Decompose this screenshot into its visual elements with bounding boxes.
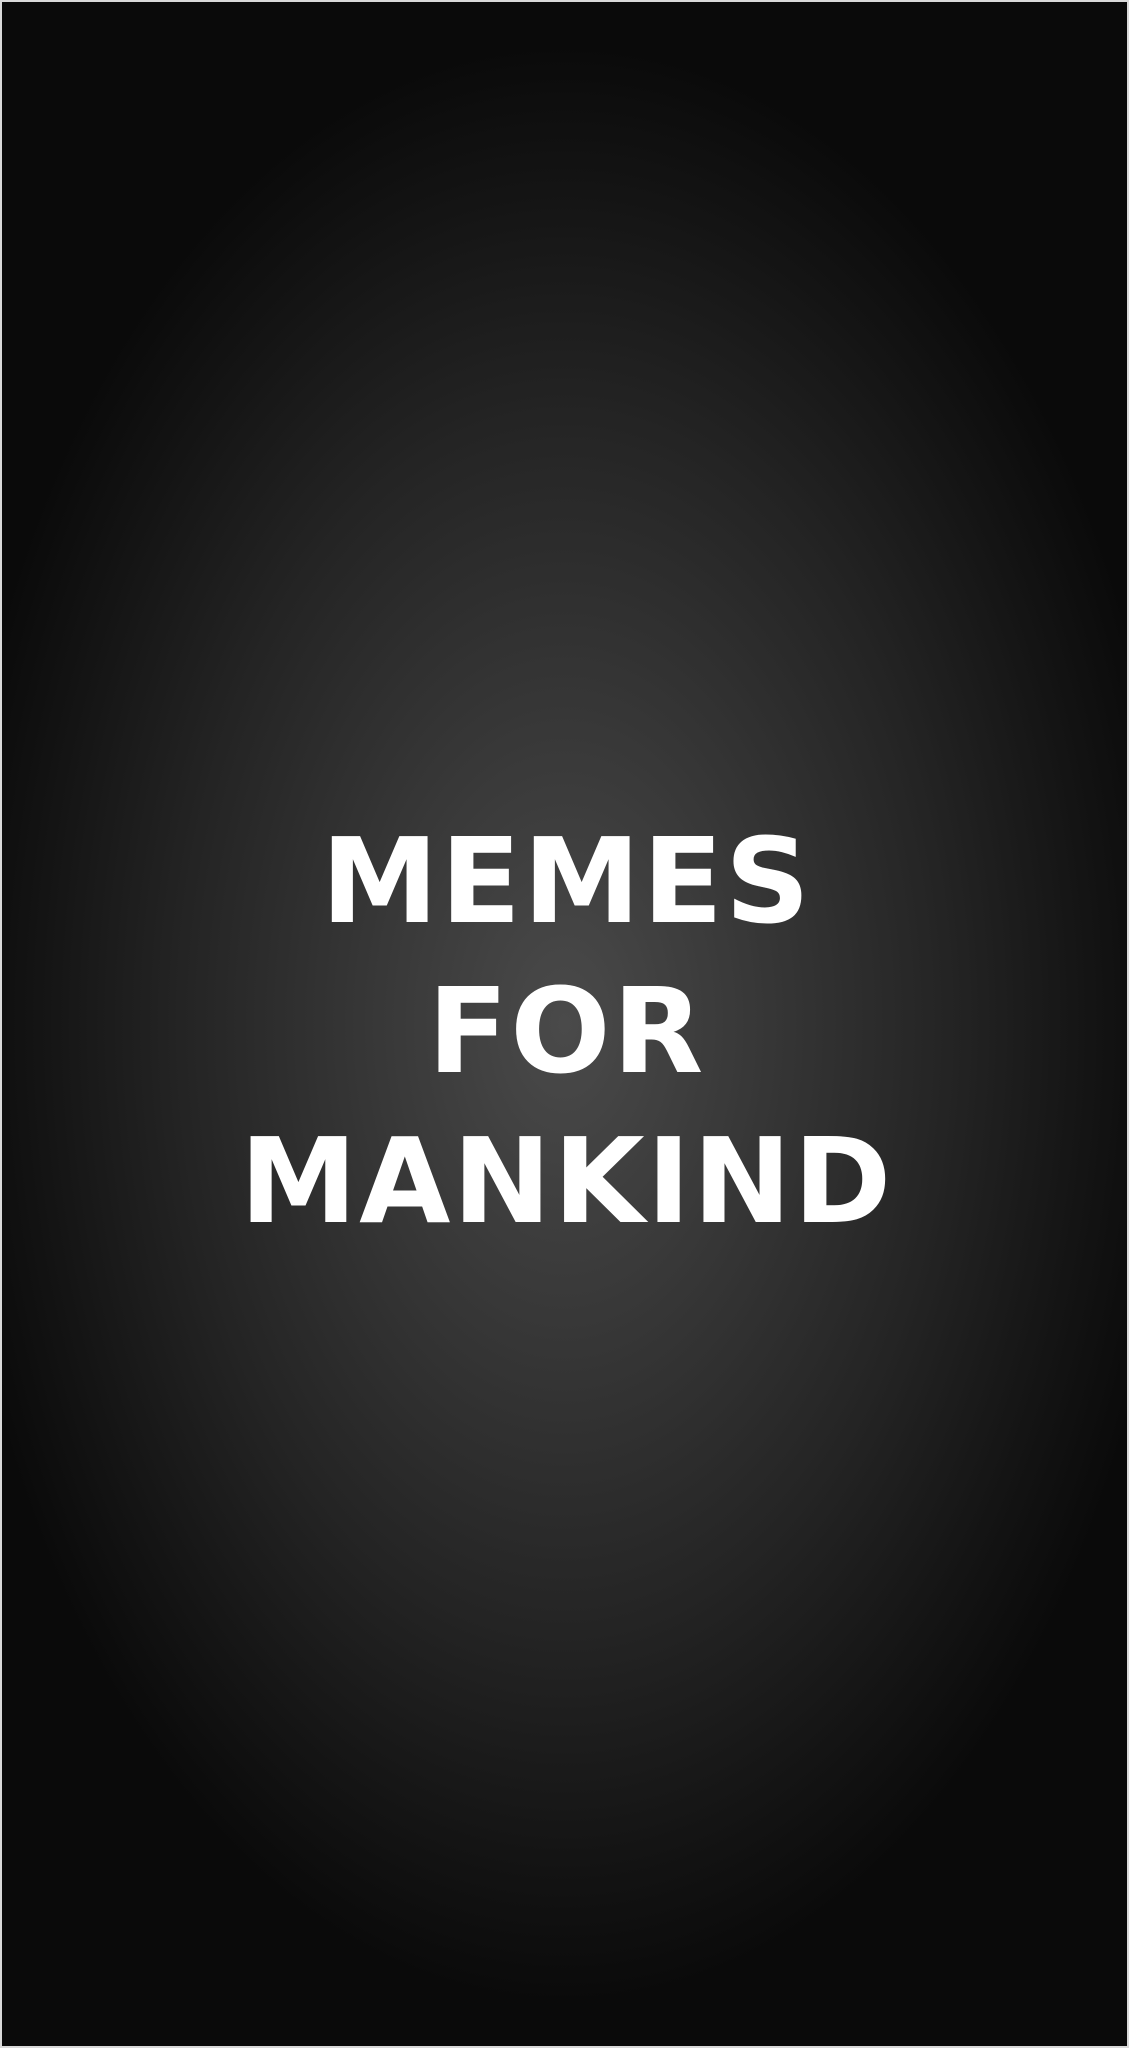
title-line-for: FOR [427, 962, 706, 1100]
title-line-memes: MEMES [320, 812, 813, 950]
cover-title [2, 806, 1129, 1256]
title-line-mankind: MANKIND [239, 1112, 894, 1250]
